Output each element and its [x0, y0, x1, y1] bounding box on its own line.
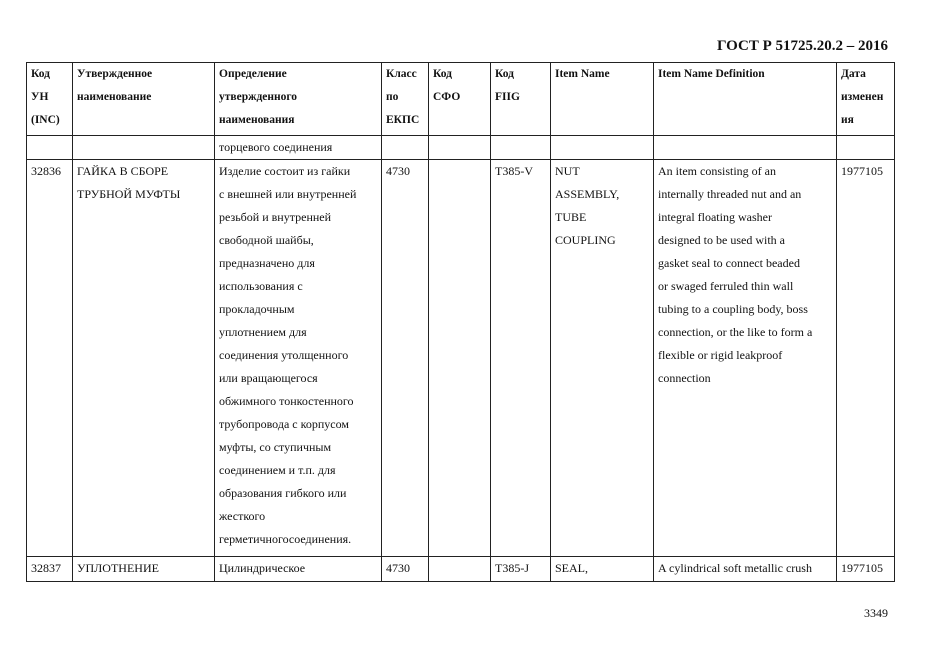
header-item-definition: Item Name Definition: [654, 63, 837, 136]
table-header-row: [27, 63, 895, 136]
cell-class: 4730: [382, 557, 429, 582]
cell-fiig: T385-J: [491, 557, 551, 582]
cell-date: 1977105: [837, 160, 895, 557]
header-definition: Определение утвержденного наименования: [215, 63, 382, 136]
header-item-name: Item Name: [551, 63, 654, 136]
document-code: ГОСТ Р 51725.20.2 – 2016: [716, 38, 888, 54]
header-sfo: Код СФО: [429, 63, 491, 136]
cell-name: УПЛОТНЕНИЕ: [73, 557, 215, 582]
cell-definition: торцевого соединения: [215, 136, 382, 160]
cell-sfo: [429, 136, 491, 160]
header-approved-name: Утвержденное наименование: [73, 63, 215, 136]
page-number: 3349: [864, 606, 888, 620]
table-row: [27, 557, 895, 582]
cell-item-name: NUT ASSEMBLY, TUBE COUPLING: [551, 160, 654, 557]
cell-name: ГАЙКА В СБОРЕ ТРУБНОЙ МУФТЫ: [73, 160, 215, 557]
header-class: Класс по ЕКПС: [382, 63, 429, 136]
cell-inc: 32837: [27, 557, 73, 582]
cell-class: [382, 136, 429, 160]
cell-name: [73, 136, 215, 160]
cell-item-name: [551, 136, 654, 160]
cell-sfo: [429, 160, 491, 557]
cell-inc: [27, 136, 73, 160]
cell-date: [837, 136, 895, 160]
header-inc: Код УН (INC): [27, 63, 73, 136]
cell-fiig: T385-V: [491, 160, 551, 557]
table-row: [27, 160, 895, 557]
header-date: Дата изменен ия: [837, 63, 895, 136]
cell-item-definition: A cylindrical soft metallic crush: [654, 557, 837, 582]
cell-sfo: [429, 557, 491, 582]
cell-item-name: SEAL,: [551, 557, 654, 582]
cell-definition: Цилиндрическое: [215, 557, 382, 582]
header-fiig: Код FIIG: [491, 63, 551, 136]
cell-definition: Изделие состоит из гайки с внешней или внутренней резьбой и внутренней свободной шайбы, предназначено для использования с прокладочным уплотнением для соединения утолщенного или вращающегося обжимного тонкостенного трубопровода с корпусом муфты, со ступичным соединением и т.п. для образования гибкого или жесткого герметичногосоединения.: [215, 160, 382, 557]
cell-date: 1977105: [837, 557, 895, 582]
cell-class: 4730: [382, 160, 429, 557]
cell-inc: 32836: [27, 160, 73, 557]
cell-item-definition: An item consisting of an internally threaded nut and an integral floating washer designed to be used with a gasket seal to connect beaded or swaged ferruled thin wall tubing to a coupling body, boss connection, or the like to form a flexible or rigid leakproof connection: [654, 160, 837, 557]
cell-item-definition: [654, 136, 837, 160]
cell-fiig: [491, 136, 551, 160]
continuation-row: [27, 136, 895, 160]
catalog-table: [26, 62, 895, 582]
